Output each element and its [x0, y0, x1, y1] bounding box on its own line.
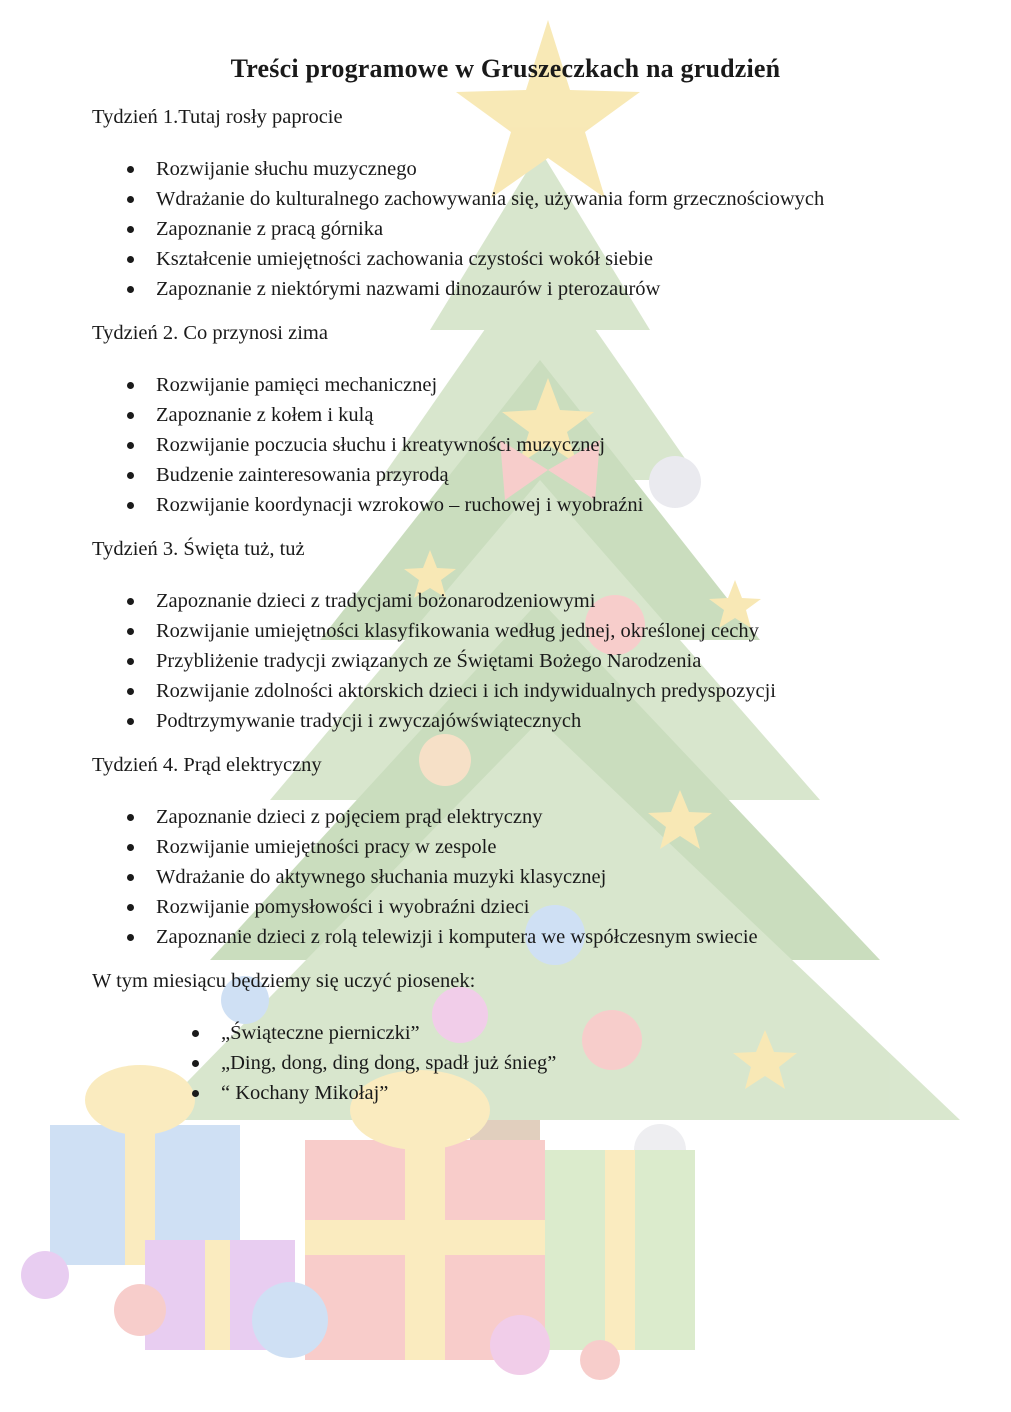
songs-list: [221, 1018, 556, 1108]
list-item: Podtrzymywanie tradycji i zwyczajówświątecznych: [156, 706, 776, 736]
list-item: Przybliżenie tradycji związanych ze Świętami Bożego Narodzenia: [156, 646, 776, 676]
bullet-icon: [127, 598, 134, 605]
bauble: [582, 1010, 642, 1070]
list-item: Zapoznanie z kołem i kulą: [156, 400, 643, 430]
bullet-icon: [192, 1090, 199, 1097]
list-item: Wdrażanie do aktywnego słuchania muzyki klasycznej: [156, 862, 758, 892]
page-title: Treści programowe w Gruszeczkach na grudzień: [230, 54, 781, 83]
list-item: Rozwijanie słuchu muzycznego: [156, 154, 824, 184]
week-2-title: Tydzień 2. Co przynosi zima: [92, 322, 328, 344]
list-item: Zapoznanie z pracą górnika: [156, 214, 824, 244]
week-3-list: [156, 586, 776, 736]
gift-bow: [85, 1065, 195, 1135]
bullet-icon: [127, 844, 134, 851]
bauble: [419, 734, 471, 786]
week-1-list: [156, 154, 824, 304]
bauble: [580, 1340, 620, 1380]
bullet-icon: [127, 502, 134, 509]
bullet-icon: [127, 382, 134, 389]
list-item: Rozwijanie zdolności aktorskich dzieci i ich indywidualnych predyspozycji: [156, 676, 776, 706]
bullet-icon: [127, 226, 134, 233]
bullet-icon: [127, 874, 134, 881]
bauble: [649, 456, 701, 508]
list-item: Budzenie zainteresowania przyrodą: [156, 460, 643, 490]
bullet-icon: [192, 1030, 199, 1037]
bauble: [252, 1282, 328, 1358]
week-4-list: [156, 802, 758, 952]
gift-ribbon: [205, 1240, 230, 1350]
bauble: [490, 1315, 550, 1375]
list-item: Rozwijanie pamięci mechanicznej: [156, 370, 643, 400]
week-3-title: Tydzień 3. Święta tuż, tuż: [92, 538, 305, 560]
list-item: Zapoznanie dzieci z pojęciem prąd elektryczny: [156, 802, 758, 832]
bullet-icon: [127, 442, 134, 449]
bullet-icon: [127, 166, 134, 173]
list-item: Wdrażanie do kulturalnego zachowywania się, używania form grzecznościowych: [156, 184, 824, 214]
bullet-icon: [127, 814, 134, 821]
list-item: “ Kochany Mikołaj”: [221, 1078, 556, 1108]
list-item: Rozwijanie umiejętności pracy w zespole: [156, 832, 758, 862]
bauble: [114, 1284, 166, 1336]
list-item: Zapoznanie z niektórymi nazwami dinozaurów i pterozaurów: [156, 274, 824, 304]
bullet-icon: [127, 718, 134, 725]
list-item: „Świąteczne pierniczki”: [221, 1018, 556, 1048]
bullet-icon: [127, 904, 134, 911]
gift-ribbon: [605, 1150, 635, 1350]
week-4-title: Tydzień 4. Prąd elektryczny: [92, 754, 322, 776]
list-item: Zapoznanie dzieci z rolą telewizji i komputera we współczesnym swiecie: [156, 922, 758, 952]
bullet-icon: [127, 934, 134, 941]
bauble: [21, 1251, 69, 1299]
week-2-list: [156, 370, 643, 520]
bullet-icon: [127, 412, 134, 419]
bullet-icon: [127, 256, 134, 263]
bullet-icon: [127, 628, 134, 635]
list-item: Rozwijanie poczucia słuchu i kreatywności muzycznej: [156, 430, 643, 460]
list-item: Rozwijanie koordynacji wzrokowo – ruchowej i wyobraźni: [156, 490, 643, 520]
bullet-icon: [127, 472, 134, 479]
list-item: Kształcenie umiejętności zachowania czystości wokół siebie: [156, 244, 824, 274]
bullet-icon: [127, 196, 134, 203]
songs-title: W tym miesiącu będziemy się uczyć piosenek:: [92, 970, 476, 992]
bullet-icon: [127, 286, 134, 293]
bullet-icon: [127, 688, 134, 695]
list-item: Rozwijanie umiejętności klasyfikowania według jednej, określonej cechy: [156, 616, 776, 646]
list-item: Zapoznanie dzieci z tradycjami bożonarodzeniowymi: [156, 586, 776, 616]
week-1-title: Tydzień 1.Tutaj rosły paprocie: [92, 106, 343, 128]
bullet-icon: [192, 1060, 199, 1067]
bullet-icon: [127, 658, 134, 665]
gift-ribbon: [305, 1220, 545, 1255]
list-item: „Ding, dong, ding dong, spadł już śnieg”: [221, 1048, 556, 1078]
list-item: Rozwijanie pomysłowości i wyobraźni dzieci: [156, 892, 758, 922]
